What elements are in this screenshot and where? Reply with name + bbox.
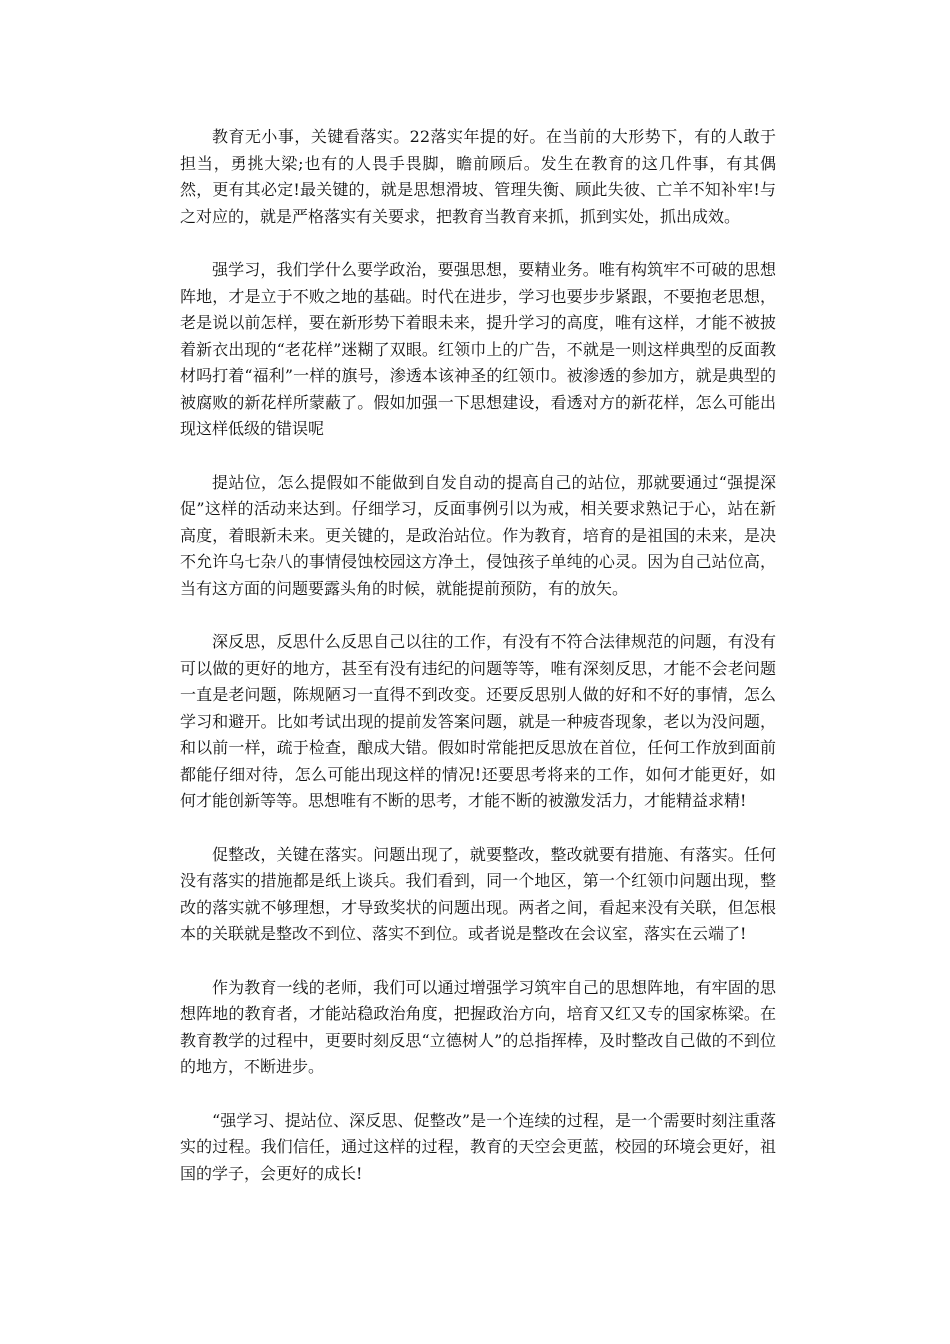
paragraph-1: 教育无小事，关键看落实。22落实年提的好。在当前的大形势下，有的人敢于担当，勇挑大梁;也有的人畏手畏脚，瞻前顾后。发生在教育的这几件事，有其偶然，更有其必定!最关键的，就是思想滑坡、管理失衡、顾此失彼、亡羊不知补牢!与之对应的，就是严格落实有关要求，把教育当教育来抓，抓到实处，抓出成效。 bbox=[180, 127, 776, 226]
paragraph-4: 深反思，反思什么反思自己以往的工作，有没有不符合法律规范的问题，有没有可以做的更好的地方，甚至有没有违纪的问题等等，唯有深刻反思，才能不会老问题一直是老问题，陈规陋习一直得不到改变。还要反思别人做的好和不好的事情，怎么学习和避开。比如考试出现的提前发答案问题，就是一种疲沓现象，老以为没问题，和以前一样，疏于检查，酿成大错。假如时常能把反思放在首位，任何工作放到面前都能仔细对待，怎么可能出现这样的情况!还要思考将来的工作，如何才能更好，如何才能创新等等。思想唯有不断的思考，才能不断的被激发活力，才能精益求精! bbox=[180, 632, 776, 810]
paragraph-5: 促整改，关键在落实。问题出现了，就要整改，整改就要有措施、有落实。任何没有落实的措施都是纸上谈兵。我们看到，同一个地区，第一个红领巾问题出现，整改的落实就不够理想，才导致奖状的问题出现。两者之间，看起来没有关联，但怎根本的关联就是整改不到位、落实不到位。或者说是整改在会议室，落实在云端了! bbox=[180, 844, 776, 943]
paragraph-2: 强学习，我们学什么要学政治，要强思想，要精业务。唯有构筑牢不可破的思想阵地，才是立于不败之地的基础。时代在进步，学习也要步步紧跟，不要抱老思想，老是说以前怎样，要在新形势下着眼未来，提升学习的高度，唯有这样，才能不被披着新衣出现的“老花样”迷糊了双眼。红领巾上的广告，不就是一则这样典型的反面教材吗打着“福利”一样的旗号，渗透本该神圣的红领巾。被渗透的参加方，就是典型的被腐败的新花样所蒙蔽了。假如加强一下思想建设，看透对方的新花样，怎么可能出现这样低级的错误呢 bbox=[180, 260, 776, 438]
document-body bbox=[180, 124, 776, 1214]
paragraph-6: 作为教育一线的老师，我们可以通过增强学习筑牢自己的思想阵地，有牢固的思想阵地的教育者，才能站稳政治角度，把握政治方向，培育又红又专的国家栋梁。在教育教学的过程中，更要时刻反思“立德树人”的总指挥棒，及时整改自己做的不到位的地方，不断进步。 bbox=[180, 977, 776, 1076]
paragraph-7: “强学习、提站位、深反思、促整改”是一个连续的过程，是一个需要时刻注重落实的过程。我们信任，通过这样的过程，教育的天空会更蓝，校园的环境会更好，祖国的学子，会更好的成长! bbox=[180, 1110, 776, 1183]
paragraph-3: 提站位，怎么提假如不能做到自发自动的提高自己的站位，那就要通过“强提深促”这样的活动来达到。仔细学习，反面事例引以为戒，相关要求熟记于心，站在新高度，着眼新未来。更关键的，是政治站位。作为教育，培育的是祖国的未来，是决不允许乌七杂八的事情侵蚀校园这方净土，侵蚀孩子单纯的心灵。因为自己站位高，当有这方面的问题要露头角的时候，就能提前预防，有的放矢。 bbox=[180, 472, 776, 598]
